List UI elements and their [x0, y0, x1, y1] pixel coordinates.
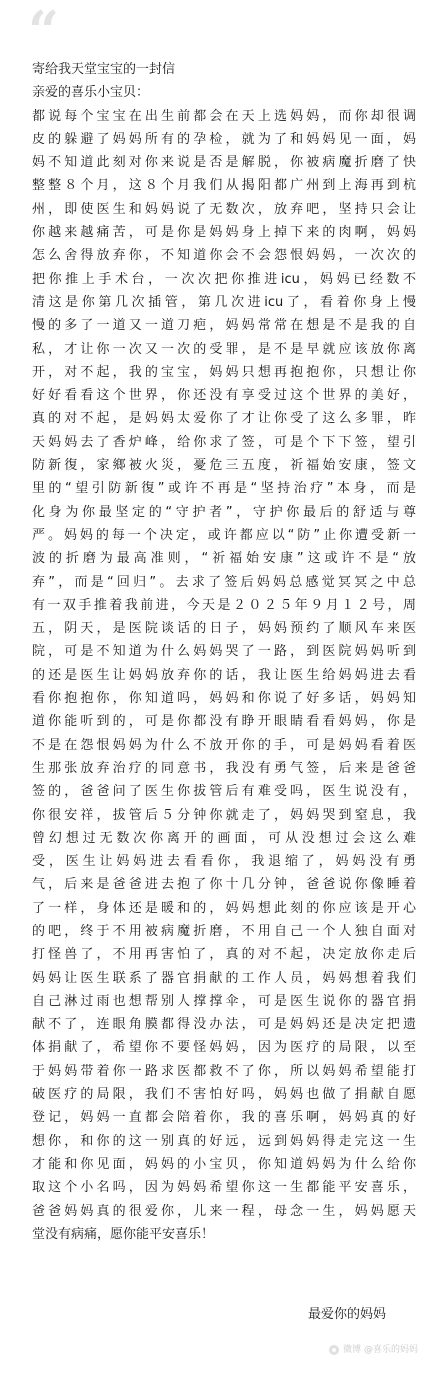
- letter-line: 天妈妈去了香炉峰，给你求了签，可是个下下签，望引: [32, 434, 416, 450]
- letter-line: 爸爸妈妈真的很爱你，儿来一程，母念一生，妈妈愿天: [32, 1203, 416, 1219]
- letter-line: 严。妈妈的每一个决定，或许都应以“防”止你遭受新一: [32, 527, 416, 543]
- weibo-icon: [329, 1345, 339, 1355]
- letter-line: 妈妈让医生联系了器官捐献的工作人员，妈妈想着我们: [32, 970, 416, 986]
- letter-line: 防新復，家鄉被火災，憂危三五度，祈福始安康，签文: [32, 458, 416, 474]
- letter-line: 看你抱抱你，你知道吗，妈妈和你说了好多话，妈妈知: [32, 691, 416, 707]
- letter-title: 寄给我天堂宝宝的一封信: [32, 62, 176, 77]
- letter-line: 自己淋过雨也想帮别人撑撑伞，可是医生说你的器官捐: [32, 993, 416, 1009]
- letter-line: 清这是你第几次插管，第几次进icu了，看着你身上慢: [32, 294, 416, 310]
- letter-line: 登记，妈妈一直都会陪着你，我的喜乐啊，妈妈真的好: [32, 1110, 416, 1126]
- letter-line: 受，医生让妈妈进去看看你，我退缩了，妈妈没有勇: [32, 854, 416, 870]
- letter-line: 想你，和你的这一别真的好远，远到妈妈得走完这一生: [32, 1133, 416, 1149]
- letter-line: 你很安祥，拔管后５分钟你就走了，妈妈哭到窒息，我: [32, 807, 416, 823]
- letter-line: 曾幻想过无数次你离开的画面，可从没想过会这么难: [32, 830, 416, 846]
- letter-line: 的还是医生让妈妈放弃你的话，我让医生给妈妈进去看: [32, 667, 416, 683]
- letter-line: 把你推上手术台，一次次把你推进icu，妈妈已经数不: [32, 271, 416, 287]
- watermark: [329, 1343, 418, 1357]
- letter-line: 院，可是不知道为什么妈妈哭了一路，到医院妈妈听到: [32, 644, 416, 660]
- letter-line: 签的，爸爸问了医生你拔管后有难受吗，医生说没有，: [32, 784, 416, 800]
- letter-line: 的吧，终于不用被病魔折磨，不用自己一个人独自面对: [32, 923, 416, 939]
- letter-line: 整整８个月，这８个月我们从揭阳都广州到上海再到杭: [32, 178, 416, 194]
- letter-line: 慢的多了一道又一道刀疤，妈妈常常在想是不是我的自: [32, 318, 416, 334]
- letter-line: 私，才让你一次又一次的受罪，是不是早就应该放你离: [32, 341, 416, 357]
- letter-line: 有一双手推着我前进，今天是２０２５年９月１２号，周: [32, 597, 416, 613]
- letter-line: 真的对不起，是妈妈太爱你了才让你受了这么多罪，昨: [32, 411, 416, 427]
- letter-line: 道你能听到的，可是你都没有睁开眼睛看看妈妈，你是: [32, 714, 416, 730]
- quote-mark-icon: “: [28, 0, 60, 63]
- letter-line: 都说每个宝宝在出生前都会在天上选妈妈，而你却很调: [32, 108, 416, 124]
- letter-line: 里的“望引防新復”或许不再是“坚持治疗”本身，而是: [32, 481, 416, 497]
- letter-line: 献不了，连眼角膜都得没办法，可是妈妈还是决定把遗: [32, 1017, 416, 1033]
- letter-line: 怎么舍得放弃你，不知道你会不会怨恨妈妈，一次次的: [32, 248, 416, 264]
- letter-paragraph: [32, 105, 416, 1247]
- letter-line: 妈不知道此刻对你来说是否是解脱，你被病魔折磨了快: [32, 155, 416, 171]
- letter-line: 才能和你见面，妈妈的小宝贝，你知道妈妈为什么给你: [32, 1156, 416, 1172]
- letter-line: 打怪兽了，不用再害怕了，真的对不起，决定放你走后: [32, 947, 416, 963]
- letter-line: 五，阴天，是医院谈话的日子，妈妈预约了顺风车来医: [32, 621, 416, 637]
- letter-line: 了一样，身体还是暖和的，妈妈想此刻的你应该是开心: [32, 900, 416, 916]
- letter-line: 生那张放弃治疗的同意书，我没有勇气签，后来是爸爸: [32, 760, 416, 776]
- letter-line: 化身为你最坚定的“守护者”，守护你最后的舒适与尊: [32, 504, 416, 520]
- letter-line: 开，对不起，我的宝宝，妈妈只想再抱抱你，只想让你: [32, 364, 416, 380]
- letter-line: 取这个小名吗，因为妈妈希望你这一生都能平安喜乐，: [32, 1180, 416, 1196]
- letter-line: 体捐献了，希望你不要怪妈妈，因为医疗的局限，以至: [32, 1040, 416, 1056]
- letter-line: 堂没有病痛，愿你能平安喜乐！: [32, 1226, 215, 1242]
- letter-line: 波的折磨为最高准则，“祈福始安康”这或许不是“放: [32, 551, 416, 567]
- letter-salutation: 亲爱的喜乐小宝贝：: [32, 85, 150, 101]
- letter-line: 破医疗的局限，我们不害怕好吗，妈妈也做了捐献自愿: [32, 1087, 416, 1103]
- letter-line: 弃”，而是“回归”。去求了签后妈妈总感觉冥冥之中总: [32, 574, 416, 590]
- letter-line: 于妈妈带着你一路求医都救不了你，所以妈妈希望能打: [32, 1063, 416, 1079]
- letter-line: 州，即使医生和妈妈说了无数次，放弃吧，坚持只会让: [32, 201, 416, 217]
- letter-line: 皮的躲避了妈妈所有的孕检，就为了和妈妈见一面，妈: [32, 131, 416, 147]
- letter-line: 不是在怨恨妈妈为什么不放开你的手，可是妈妈看着医: [32, 737, 416, 753]
- letter-body: [32, 58, 416, 1246]
- letter-line: 气，后来是爸爸进去抱了你十几分钟，爸爸说你像睡着: [32, 877, 416, 893]
- watermark-text: 微博 @喜乐的妈妈: [343, 1345, 418, 1355]
- letter-line: 好好看看这个世界，你还没有享受过这个世界的美好，: [32, 388, 416, 404]
- letter-line: 你越来越痛苦，可是你是妈妈身上掉下来的肉啊，妈妈: [32, 225, 416, 241]
- signature: 最爱你的妈妈: [307, 1307, 386, 1322]
